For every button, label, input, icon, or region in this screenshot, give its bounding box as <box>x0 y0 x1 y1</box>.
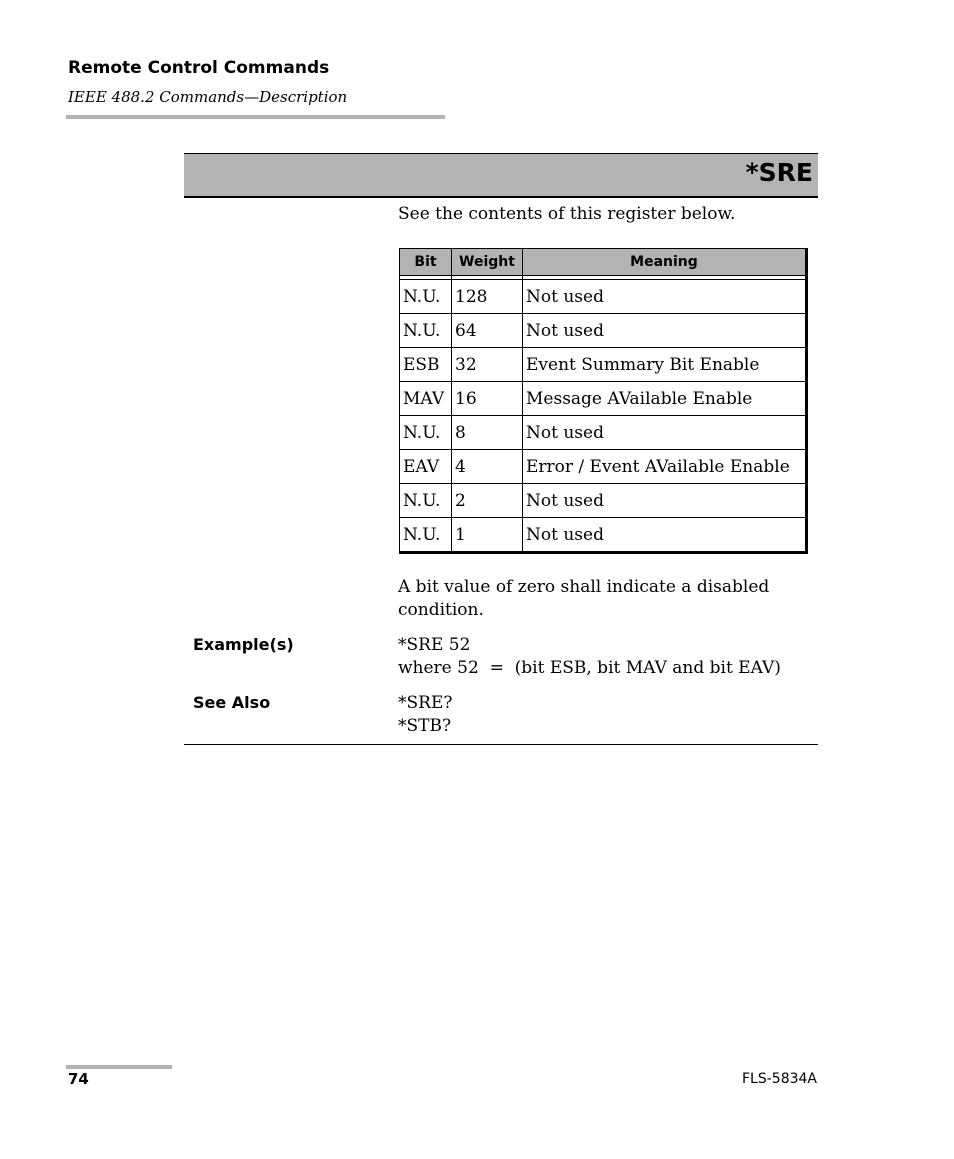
register-table <box>399 248 808 554</box>
see-also-item: *STB? <box>398 716 452 736</box>
footer-rule <box>66 1065 172 1069</box>
cell-meaning: Message AVailable Enable <box>523 382 807 416</box>
table-row <box>400 382 807 416</box>
cell-bit: EAV <box>400 450 452 484</box>
table-row <box>400 450 807 484</box>
examples-label: Example(s) <box>193 635 294 654</box>
cell-meaning: Not used <box>523 314 807 348</box>
see-also-value <box>398 692 452 738</box>
see-also-item: *SRE? <box>398 693 453 713</box>
cell-meaning: Not used <box>523 518 807 553</box>
section-title: Remote Control Commands <box>68 58 330 78</box>
command-title-bar <box>184 153 818 198</box>
table-row <box>400 518 807 553</box>
cell-bit: N.U. <box>400 518 452 553</box>
intro-text: See the contents of this register below. <box>398 204 736 224</box>
section-bottom-rule <box>184 744 818 745</box>
cell-weight: 1 <box>452 518 523 553</box>
table-row <box>400 280 807 314</box>
cell-meaning: Error / Event AVailable Enable <box>523 450 807 484</box>
examples-value <box>398 634 781 680</box>
table-header-row <box>400 249 807 276</box>
table-row <box>400 416 807 450</box>
command-title: *SRE <box>745 158 813 187</box>
header-rule <box>66 115 445 119</box>
example-line: where 52 = (bit ESB, bit MAV and bit EAV) <box>398 658 781 678</box>
header-meaning: Meaning <box>523 249 807 276</box>
page-number: 74 <box>68 1070 89 1088</box>
see-also-label: See Also <box>193 693 271 712</box>
table-row <box>400 484 807 518</box>
cell-meaning: Not used <box>523 416 807 450</box>
cell-weight: 64 <box>452 314 523 348</box>
cell-weight: 2 <box>452 484 523 518</box>
cell-bit: MAV <box>400 382 452 416</box>
header-bit: Bit <box>400 249 452 276</box>
document-code: FLS-5834A <box>742 1071 817 1087</box>
table-row <box>400 348 807 382</box>
header-weight: Weight <box>452 249 523 276</box>
cell-bit: N.U. <box>400 484 452 518</box>
cell-bit: ESB <box>400 348 452 382</box>
cell-weight: 4 <box>452 450 523 484</box>
section-subtitle: IEEE 488.2 Commands—Description <box>68 88 348 106</box>
cell-bit: N.U. <box>400 314 452 348</box>
cell-bit: N.U. <box>400 280 452 314</box>
cell-meaning: Event Summary Bit Enable <box>523 348 807 382</box>
note-text: A bit value of zero shall indicate a disabled condition. <box>398 577 770 620</box>
cell-meaning: Not used <box>523 484 807 518</box>
example-line: *SRE 52 <box>398 635 471 655</box>
table-row <box>400 314 807 348</box>
cell-bit: N.U. <box>400 416 452 450</box>
cell-weight: 8 <box>452 416 523 450</box>
cell-meaning: Not used <box>523 280 807 314</box>
cell-weight: 128 <box>452 280 523 314</box>
cell-weight: 32 <box>452 348 523 382</box>
cell-weight: 16 <box>452 382 523 416</box>
